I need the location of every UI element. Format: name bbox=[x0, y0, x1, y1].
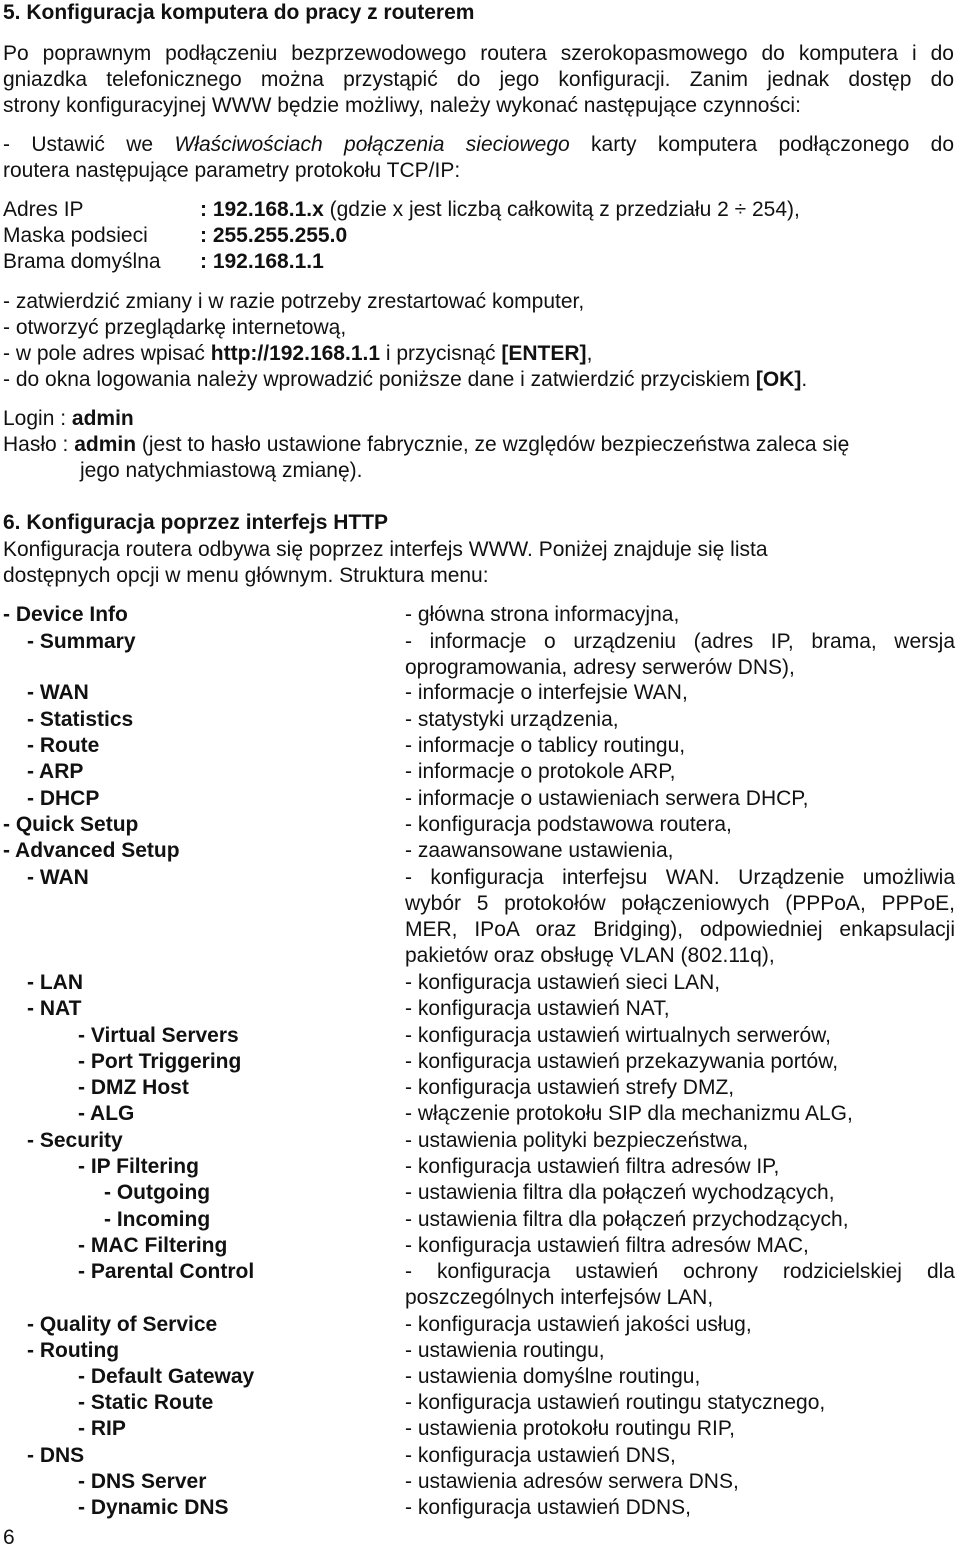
menu-item-description: - ustawienia domyślne routingu, bbox=[405, 1365, 701, 1388]
login-value: admin bbox=[71, 407, 134, 430]
password-value: admin bbox=[74, 433, 137, 456]
menu-item-description: - konfiguracja ustawień sieci LAN, bbox=[405, 971, 721, 994]
menu-item-description: - informacje o interfejsie WAN, bbox=[405, 681, 688, 704]
menu-item-name: - NAT bbox=[27, 997, 82, 1020]
menu-item-name: - Advanced Setup bbox=[3, 839, 180, 862]
step-confirm-changes: - zatwierdzić zmiany i w razie potrzeby zrestartować komputer, bbox=[3, 290, 585, 313]
menu-item-name: - LAN bbox=[27, 971, 83, 994]
menu-item-name: - Dynamic DNS bbox=[78, 1496, 229, 1519]
step-enter-address bbox=[3, 341, 592, 367]
menu-item-description: - ustawienia adresów serwera DNS, bbox=[405, 1470, 739, 1493]
menu-item-description: - informacje o urządzeniu (adres IP, brama, wersja bbox=[405, 630, 955, 653]
menu-item-name: - Summary bbox=[27, 630, 136, 653]
menu-item-name: - Route bbox=[27, 734, 100, 757]
menu-item-name: - Port Triggering bbox=[78, 1050, 242, 1073]
menu-item-name: - Parental Control bbox=[78, 1260, 255, 1283]
menu-item-description: - ustawienia polityki bezpieczeństwa, bbox=[405, 1129, 749, 1152]
menu-item-description: - informacje o ustawieniach serwera DHCP, bbox=[405, 787, 809, 810]
menu-item-description: - informacje o tablicy routingu, bbox=[405, 734, 686, 757]
settings-instruction-line-1 bbox=[3, 132, 954, 158]
menu-item-description: poszczególnych interfejsów LAN, bbox=[405, 1286, 714, 1309]
menu-item-description: MER, IPoA oraz Bridging), odpowiedniej enkapsulacji bbox=[405, 918, 955, 941]
menu-item-description: - konfiguracja ustawień DDNS, bbox=[405, 1496, 691, 1519]
menu-item-name: - Static Route bbox=[78, 1391, 214, 1414]
password-note: (jest to hasło ustawione fabrycznie, ze względów bezpieczeństwa zaleca się bbox=[136, 433, 850, 456]
menu-item-description: oprogramowania, adresy serwerów DNS), bbox=[405, 656, 795, 679]
subnet-mask-label: Maska podsieci bbox=[3, 224, 148, 247]
instruction-prefix: - Ustawić we bbox=[3, 133, 175, 156]
menu-item-name: - Routing bbox=[27, 1339, 120, 1362]
menu-item-name: - Quality of Service bbox=[27, 1313, 218, 1336]
menu-item-description: - konfiguracja ustawień NAT, bbox=[405, 997, 670, 1020]
menu-item-name: - DNS Server bbox=[78, 1470, 207, 1493]
gateway-label: Brama domyślna bbox=[3, 250, 161, 273]
intro-line-2: gniazdka telefonicznego można przystąpić do jego konfiguracji. Zanim jednak dostęp do bbox=[3, 68, 954, 91]
step-enter-address-text: - w pole adres wpisać bbox=[3, 342, 211, 365]
step-enter-comma: , bbox=[586, 342, 593, 365]
password-label: Hasło : bbox=[3, 433, 75, 456]
ip-address-value: : 192.168.1.x bbox=[200, 198, 324, 221]
menu-item-description: - ustawienia protokołu routingu RIP, bbox=[405, 1417, 735, 1440]
menu-item-description: - zaawansowane ustawienia, bbox=[405, 839, 674, 862]
login-label: Login : bbox=[3, 407, 72, 430]
menu-item-name: - Incoming bbox=[104, 1208, 211, 1231]
menu-item-description: - statystyki urządzenia, bbox=[405, 708, 619, 731]
gateway-value: : 192.168.1.1 bbox=[200, 250, 324, 273]
intro-line-1: Po poprawnym podłączeniu bezprzewodowego routera szerokopasmowego do komputera i do bbox=[3, 42, 954, 65]
intro-line-3: strony konfiguracyjnej WWW będzie możliwy, należy wykonać następujące czynności: bbox=[3, 94, 801, 117]
network-properties-term: Właściwościach połączenia sieciowego bbox=[174, 133, 570, 156]
section-6-line-1: Konfiguracja routera odbywa się poprzez interfejs WWW. Poniżej znajduje się lista bbox=[3, 538, 768, 561]
menu-item-description: - konfiguracja ustawień strefy DMZ, bbox=[405, 1076, 735, 1099]
instruction-suffix: karty komputera podłączonego do bbox=[569, 133, 955, 156]
menu-item-description: - informacje o protokole ARP, bbox=[405, 760, 676, 783]
step-login-window bbox=[3, 367, 807, 393]
menu-item-name: - ALG bbox=[78, 1102, 135, 1125]
menu-item-name: - Default Gateway bbox=[78, 1365, 255, 1388]
menu-item-name: - WAN bbox=[27, 681, 89, 704]
menu-item-description: - konfiguracja ustawień filtra adresów MAC, bbox=[405, 1234, 809, 1257]
section-5-heading: 5. Konfiguracja komputera do pracy z routerem bbox=[3, 1, 475, 24]
menu-item-name: - Quick Setup bbox=[3, 813, 139, 836]
menu-item-description: - konfiguracja podstawowa routera, bbox=[405, 813, 732, 836]
step-login-text: - do okna logowania należy wprowadzić poniższe dane i zatwierdzić przyciskiem bbox=[3, 368, 756, 391]
ok-button-label: [OK] bbox=[755, 368, 802, 391]
menu-item-name: - DHCP bbox=[27, 787, 100, 810]
menu-item-name: - RIP bbox=[78, 1417, 126, 1440]
menu-item-name: - DMZ Host bbox=[78, 1076, 189, 1099]
menu-item-name: - DNS bbox=[27, 1444, 85, 1467]
step-login-period: . bbox=[801, 368, 808, 391]
menu-item-description: wybór 5 protokołów połączeniowych (PPPoA, PPPoE, bbox=[405, 892, 955, 915]
password-credential bbox=[3, 432, 849, 458]
menu-item-name: - WAN bbox=[27, 866, 89, 889]
section-6-heading: 6. Konfiguracja poprzez interfejs HTTP bbox=[3, 511, 389, 534]
menu-item-description: - konfiguracja ustawień DNS, bbox=[405, 1444, 676, 1467]
menu-item-description: - konfiguracja ustawień filtra adresów IP, bbox=[405, 1155, 780, 1178]
menu-item-description: - konfiguracja ustawień ochrony rodzicielskiej dla bbox=[405, 1260, 955, 1283]
step-press-text: i przycisnąć bbox=[380, 342, 502, 365]
menu-item-name: - Outgoing bbox=[104, 1181, 211, 1204]
menu-item-description: - główna strona informacyjna, bbox=[405, 603, 680, 626]
menu-item-description: - ustawienia filtra dla połączeń wychodzących, bbox=[405, 1181, 835, 1204]
page-number: 6 bbox=[3, 1526, 15, 1549]
menu-item-name: - Statistics bbox=[27, 708, 134, 731]
enter-key-label: [ENTER] bbox=[501, 342, 587, 365]
menu-item-name: - Security bbox=[27, 1129, 123, 1152]
menu-item-description: pakietów oraz obsługę VLAN (802.11q), bbox=[405, 944, 775, 967]
menu-item-description: - konfiguracja ustawień przekazywania portów, bbox=[405, 1050, 839, 1073]
menu-item-description: - włączenie protokołu SIP dla mechanizmu ALG, bbox=[405, 1102, 853, 1125]
step-open-browser: - otworzyć przeglądarkę internetową, bbox=[3, 316, 347, 339]
menu-item-description: - konfiguracja ustawień jakości usług, bbox=[405, 1313, 752, 1336]
menu-item-description: - ustawienia routingu, bbox=[405, 1339, 605, 1362]
ip-address-note: (gdzie x jest liczbą całkowitą z przedziału 2 ÷ 254), bbox=[323, 198, 800, 221]
menu-item-name: - ARP bbox=[27, 760, 84, 783]
section-6-line-2: dostępnych opcji w menu głównym. Struktura menu: bbox=[3, 564, 489, 587]
menu-item-description: - konfiguracja ustawień wirtualnych serwerów, bbox=[405, 1024, 832, 1047]
menu-item-name: - Device Info bbox=[3, 603, 128, 626]
menu-item-description: - konfiguracja interfejsu WAN. Urządzenie umożliwia bbox=[405, 866, 955, 889]
login-credential bbox=[3, 406, 134, 432]
password-note-line-2: jego natychmiastową zmianę). bbox=[80, 459, 363, 482]
subnet-mask-value: : 255.255.255.0 bbox=[200, 224, 348, 247]
settings-instruction-line-2: routera następujące parametry protokołu TCP/IP: bbox=[3, 159, 461, 182]
menu-item-description: - ustawienia filtra dla połączeń przychodzących, bbox=[405, 1208, 849, 1231]
router-url: http://192.168.1.1 bbox=[210, 342, 381, 365]
menu-item-name: - MAC Filtering bbox=[78, 1234, 228, 1257]
menu-item-name: - Virtual Servers bbox=[78, 1024, 239, 1047]
menu-item-description: - konfiguracja ustawień routingu statycznego, bbox=[405, 1391, 826, 1414]
menu-item-name: - IP Filtering bbox=[78, 1155, 199, 1178]
ip-address-row bbox=[200, 197, 800, 223]
ip-address-label: Adres IP bbox=[3, 198, 84, 221]
